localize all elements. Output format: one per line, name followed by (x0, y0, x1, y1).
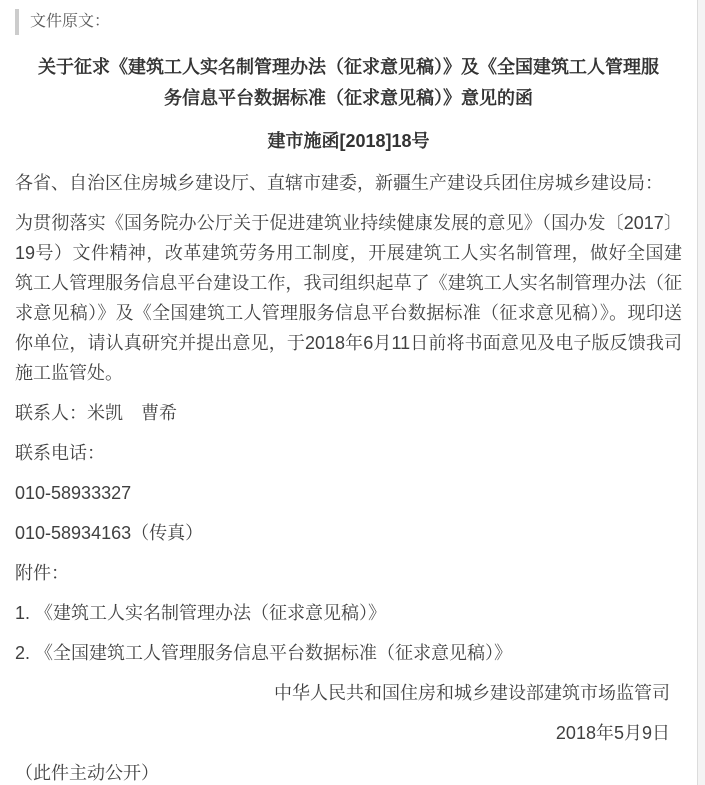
salutation: 各省、自治区住房城乡建设厅、直辖市建委，新疆生产建设兵团住房城乡建设局： (15, 173, 663, 193)
document-title-line-2: 务信息平台数据标准（征求意见稿）》意见的函 (164, 88, 533, 108)
document-title-line-1: 关于征求《建筑工人实名制管理办法（征求意见稿）》及《全国建筑工人管理服 (38, 57, 659, 77)
doc-source-header (15, 8, 682, 36)
document-title (15, 52, 682, 114)
signature-org: 中华人民共和国住房和城乡建设部建筑市场监管司 (274, 683, 670, 703)
attachments-label: 附件： (15, 563, 69, 583)
document-number: 建市施函[2018]18号 (267, 131, 430, 151)
contact-person: 联系人：米凯 曹希 (15, 403, 177, 423)
signature-date: 2018年5月9日 (555, 723, 670, 743)
contact-phone-label: 联系电话： (15, 443, 105, 463)
phone-number-1: 010-58933327 (15, 483, 132, 503)
attachment-item-1: 1. 《建筑工人实名制管理办法（征求意见稿）》 (15, 603, 387, 623)
disclosure-note: （此件主动公开） (15, 763, 159, 783)
doc-source-label: 文件原文： (30, 13, 111, 30)
main-paragraph: 为贯彻落实《国务院办公厅关于促进建筑业持续健康发展的意见》（国办发〔2017〕19号）文件精神，改革建筑劳务用工制度，开展建筑工人实名制管理，做好全国建筑工人管理服务信息平台建设工作，我司组织起草了《建筑工人实名制管理办法（征求意见稿）》及《全国建筑工人管理服务信息平台数据标准（征求意见稿）》。现印送你单位，请认真研究并提出意见，于2018年6月11日前将书面意见及电子版反馈我司施工监管处。 (15, 213, 682, 383)
attachment-item-2: 2. 《全国建筑工人管理服务信息平台数据标准（征求意见稿）》 (15, 643, 513, 663)
phone-number-2: 010-58934163（传真） (15, 523, 204, 543)
